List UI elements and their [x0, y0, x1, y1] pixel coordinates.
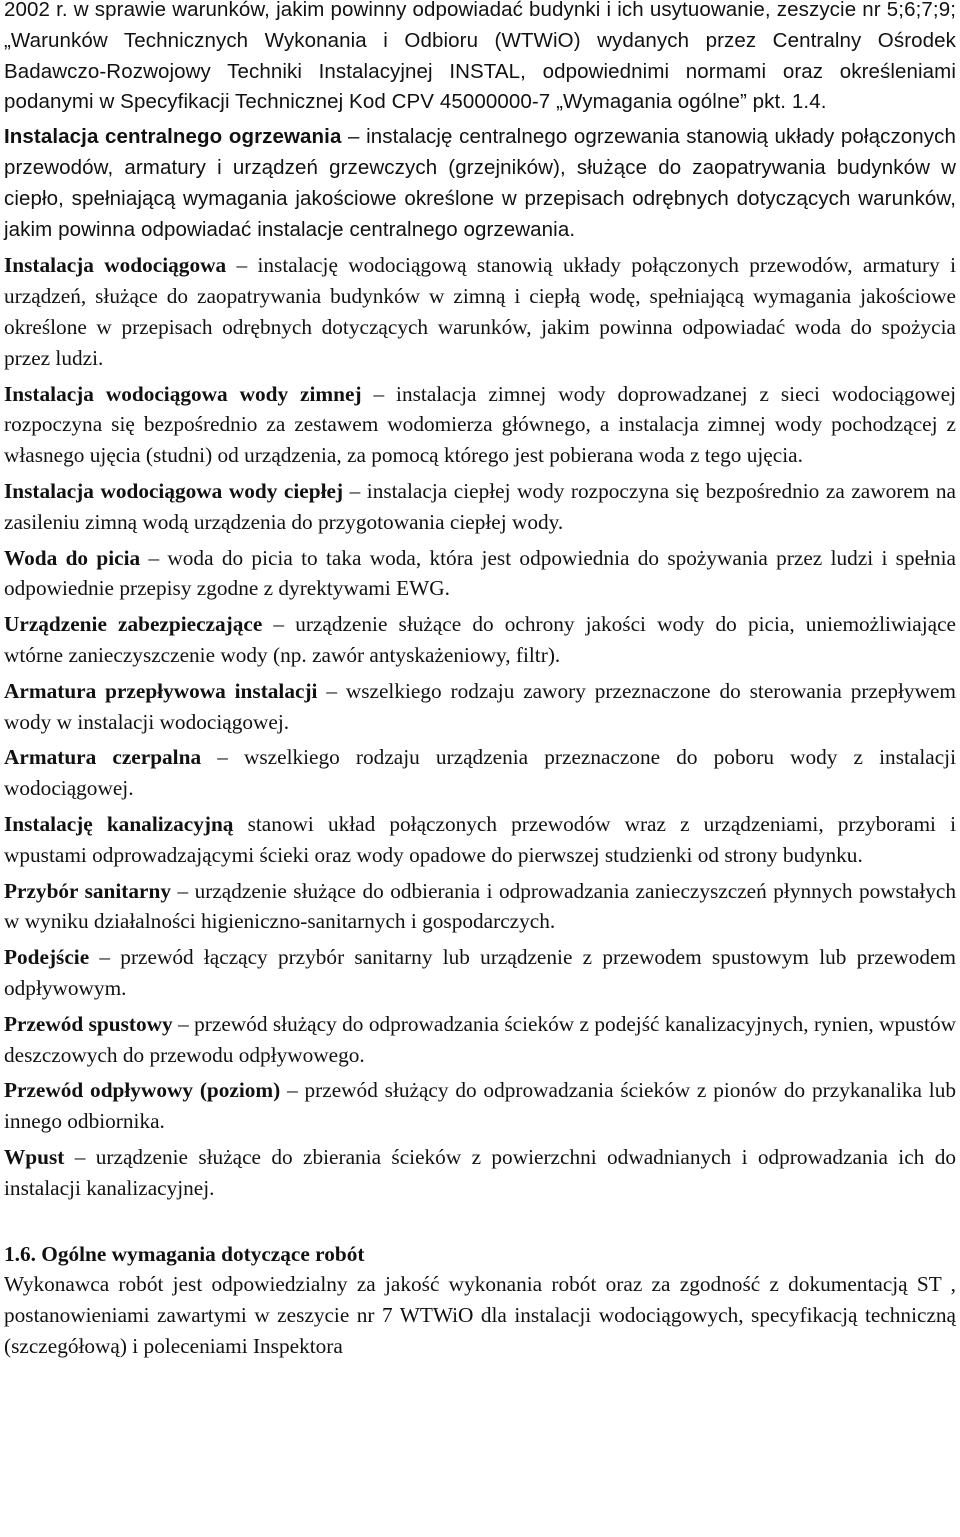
definition-text: – urządzenie służące do ochrony jakości wody do picia, uniemożliwiające wtórne zanieczyszczenie wody (np. zawór antyskażeniowy, filtr).: [4, 612, 956, 667]
definition-term: Przybór sanitarny: [4, 878, 171, 903]
definition-paragraph: [4, 543, 956, 605]
intro-paragraph: 2002 r. w sprawie warunków, jakim powinny odpowiadać budynki i ich usytuowanie, zeszycie nr 5;6;7;9; „Warunków Technicznych Wykonania i Odbioru (WTWiO) wydanych przez Centralny Ośrodek Badawczo-Rozwojowy Techniki Instalacyjnej INSTAL, odpowiednimi normami oraz określeniami podanymi w Specyfikacji Technicznej Kod CPV 45000000-7 „Wymagania ogólne” pkt. 1.4.: [4, 0, 956, 114]
definition-paragraph: [4, 1142, 956, 1204]
definition-term: Armatura czerpalna: [4, 745, 202, 770]
definition-paragraph: [4, 250, 956, 373]
definition-text: – wszelkiego rodzaju zawory przeznaczone do sterowania przepływem wody w instalacji wodociągowej.: [4, 678, 956, 734]
section-paragraph: Wykonawca robót jest odpowiedzialny za jakość wykonania robót oraz za zgodność z dokumentacją ST , postanowieniami zawartymi w zeszycie nr 7 WTWiO dla instalacji wodociągowych, specyfikacją techniczną (szczegółową) i poleceniami Inspektora: [4, 1272, 956, 1359]
definition-text: – instalacja ciepłej wody rozpoczyna się bezpośrednio za zaworem na zasileniu zimną wodą urządzenia do przygotowania ciepłej wody.: [4, 478, 956, 534]
definition-text: – urządzenie służące do odbierania i odprowadzania zanieczyszczeń płynnych powstałych w wyniku działalności higieniczno-sanitarnych i gospodarczych.: [4, 878, 956, 934]
definition-paragraph: [4, 122, 956, 245]
definition-text: – przewód łączący przybór sanitarny lub urządzenie z przewodem spustowym lub przewodem odpływowym.: [4, 945, 956, 1000]
definition-text: – instalacja zimnej wody doprowadzanej z sieci wodociągowej rozpoczyna się bezpośrednio za zestawem wodomierza głównego, a instalacja zimnej wody pochodzącej z własnego ujęcia (studni) od urządzenia, za pomocą którego jest pobierana woda z tego ujęcia.: [4, 381, 956, 468]
definition-paragraph: [4, 942, 956, 1004]
document-page: [4, 0, 956, 1362]
definition-term: Instalacja wodociągowa wody zimnej: [4, 381, 362, 406]
definition-term: Armatura przepływowa instalacji: [4, 678, 318, 703]
definition-term: Wpust: [4, 1144, 65, 1169]
definition-paragraph: [4, 1009, 956, 1071]
definition-paragraph: [4, 379, 956, 471]
definition-paragraph: [4, 876, 956, 938]
definition-paragraph: [4, 476, 956, 538]
definition-text: stanowi układ połączonych przewodów wraz z urządzeniami, przyborami i wpustami odprowadzającymi ścieki oraz wody opadowe do pierwszej studzienki od strony budynku.: [4, 811, 956, 867]
definition-term: Instalacja wodociągowa: [4, 253, 227, 278]
definition-term: Przewód odpływowy (poziom): [4, 1078, 281, 1103]
definitions-list: [4, 122, 956, 1203]
definition-paragraph: [4, 609, 956, 671]
definition-text: – woda do picia to taka woda, która jest odpowiednia do spożywania przez ludzi i spełnia odpowiednie przepisy zgodne z dyrektywami EWG.: [4, 545, 956, 601]
definition-paragraph: [4, 809, 956, 871]
definition-term: Woda do picia: [4, 545, 141, 570]
definition-text: – przewód służący do odprowadzania ścieków z podejść kanalizacyjnych, rynien, wpustów deszczowych do przewodu odpływowego.: [4, 1011, 956, 1067]
definition-text: – urządzenie służące do zbierania ścieków z powierzchni odwadnianych i odprowadzania ich do instalacji kanalizacyjnej.: [4, 1144, 956, 1200]
definition-paragraph: [4, 742, 956, 804]
definition-term: Urządzenie zabezpieczające: [4, 612, 263, 637]
definition-paragraph: [4, 1075, 956, 1137]
definition-term: Instalację kanalizacyjną: [4, 811, 234, 836]
definition-text: – wszelkiego rodzaju urządzenia przeznaczone do poboru wody z instalacji wodociągowej.: [4, 745, 957, 801]
definition-text: – instalację centralnego ogrzewania stanowią układy połączonych przewodów, armatury i urządzeń grzewczych (grzejników), służące do zaopatrywania budynków w ciepło, spełniającą wymagania jakościowe określone w przepisach odrębnych dotyczących warunków, jakim powinna odpowiadać instalacje centralnego ogrzewania.: [4, 125, 956, 241]
definition-term: Podejście: [4, 945, 90, 970]
definition-term: Przewód spustowy: [4, 1011, 173, 1036]
definition-term: Instalacja wodociągowa wody ciepłej: [4, 478, 344, 503]
definition-paragraph: [4, 676, 956, 738]
definition-text: – przewód służący do odprowadzania ścieków z pionów do przykanalika lub innego odbiornika.: [4, 1078, 956, 1134]
definition-term: Instalacja centralnego ogrzewania: [4, 125, 342, 149]
section-heading: 1.6. Ogólne wymagania dotyczące robót: [4, 1242, 365, 1267]
section-spacer: [4, 1203, 956, 1239]
definition-text: – instalację wodociągową stanowią układy połączonych przewodów, armatury i urządzeń, służące do zaopatrywania budynków w zimną i ciepłą wodę, spełniającą wymagania jakościowe określone w przepisach odrębnych dotyczących warunków, jakim powinna odpowiadać woda do spożycia przez ludzi.: [4, 253, 956, 370]
